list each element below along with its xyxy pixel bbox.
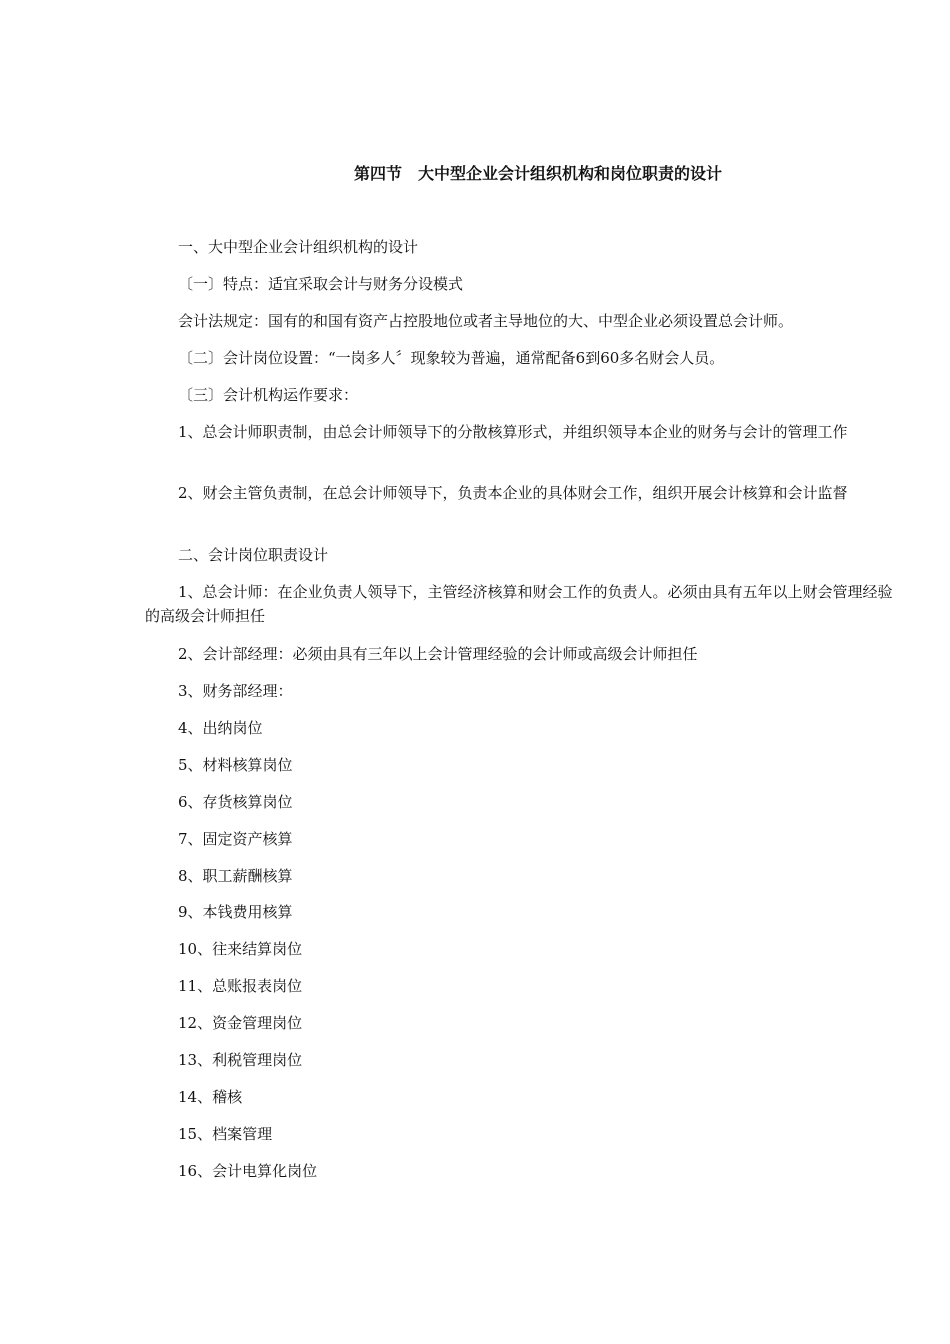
page-title: 第四节 大中型企业会计组织机构和岗位职责的设计 <box>353 164 722 183</box>
list-item: 4、出纳岗位 <box>178 719 263 737</box>
list-item: 6、存货核算岗位 <box>178 793 293 811</box>
list-item: 15、档案管理 <box>178 1125 273 1143</box>
paragraph: 会计法规定：国有的和国有资产占控股地位或者主导地位的大、中型企业必须设置总会计师。 <box>178 312 794 330</box>
paragraph: 〔一〕特点：适宜采取会计与财务分设模式 <box>178 275 464 293</box>
list-item: 11、总账报表岗位 <box>178 977 303 995</box>
list-item: 10、往来结算岗位 <box>178 940 303 958</box>
list-item: 8、职工薪酬核算 <box>178 867 293 885</box>
list-item: 14、稽核 <box>178 1088 243 1106</box>
paragraph: 2、会计部经理：必须由具有三年以上会计管理经验的会计师或高级会计师担任 <box>178 645 698 663</box>
list-item: 7、固定资产核算 <box>178 830 293 848</box>
paragraph: 1、总会计师：在企业负责人领导下，主管经济核算和财会工作的负责人。必须由具有五年以上财会管理经验的高级会计师担任 <box>145 583 893 625</box>
section-heading-1: 一、大中型企业会计组织机构的设计 <box>178 238 419 256</box>
list-item: 9、本钱费用核算 <box>178 903 293 921</box>
paragraph: 1、总会计师职责制，由总会计师领导下的分散核算形式，并组织领导本企业的财务与会计的管理工作 <box>178 423 848 441</box>
list-item: 16、会计电算化岗位 <box>178 1162 318 1180</box>
paragraph: 〔三〕会计机构运作要求： <box>178 386 359 404</box>
paragraph: 〔二〕会计岗位设置：“一岗多人〞现象较为普遍，通常配备6到60多名财会人员。 <box>178 349 725 367</box>
paragraph: 2、财会主管负责制，在总会计师领导下，负责本企业的具体财会工作，组织开展会计核算和会计监督 <box>178 484 848 502</box>
section-heading-2: 二、会计岗位职责设计 <box>178 546 329 564</box>
list-item: 3、财务部经理： <box>178 682 293 700</box>
list-item: 12、资金管理岗位 <box>178 1014 303 1032</box>
list-item: 13、利税管理岗位 <box>178 1051 303 1069</box>
list-item: 5、材料核算岗位 <box>178 756 293 774</box>
